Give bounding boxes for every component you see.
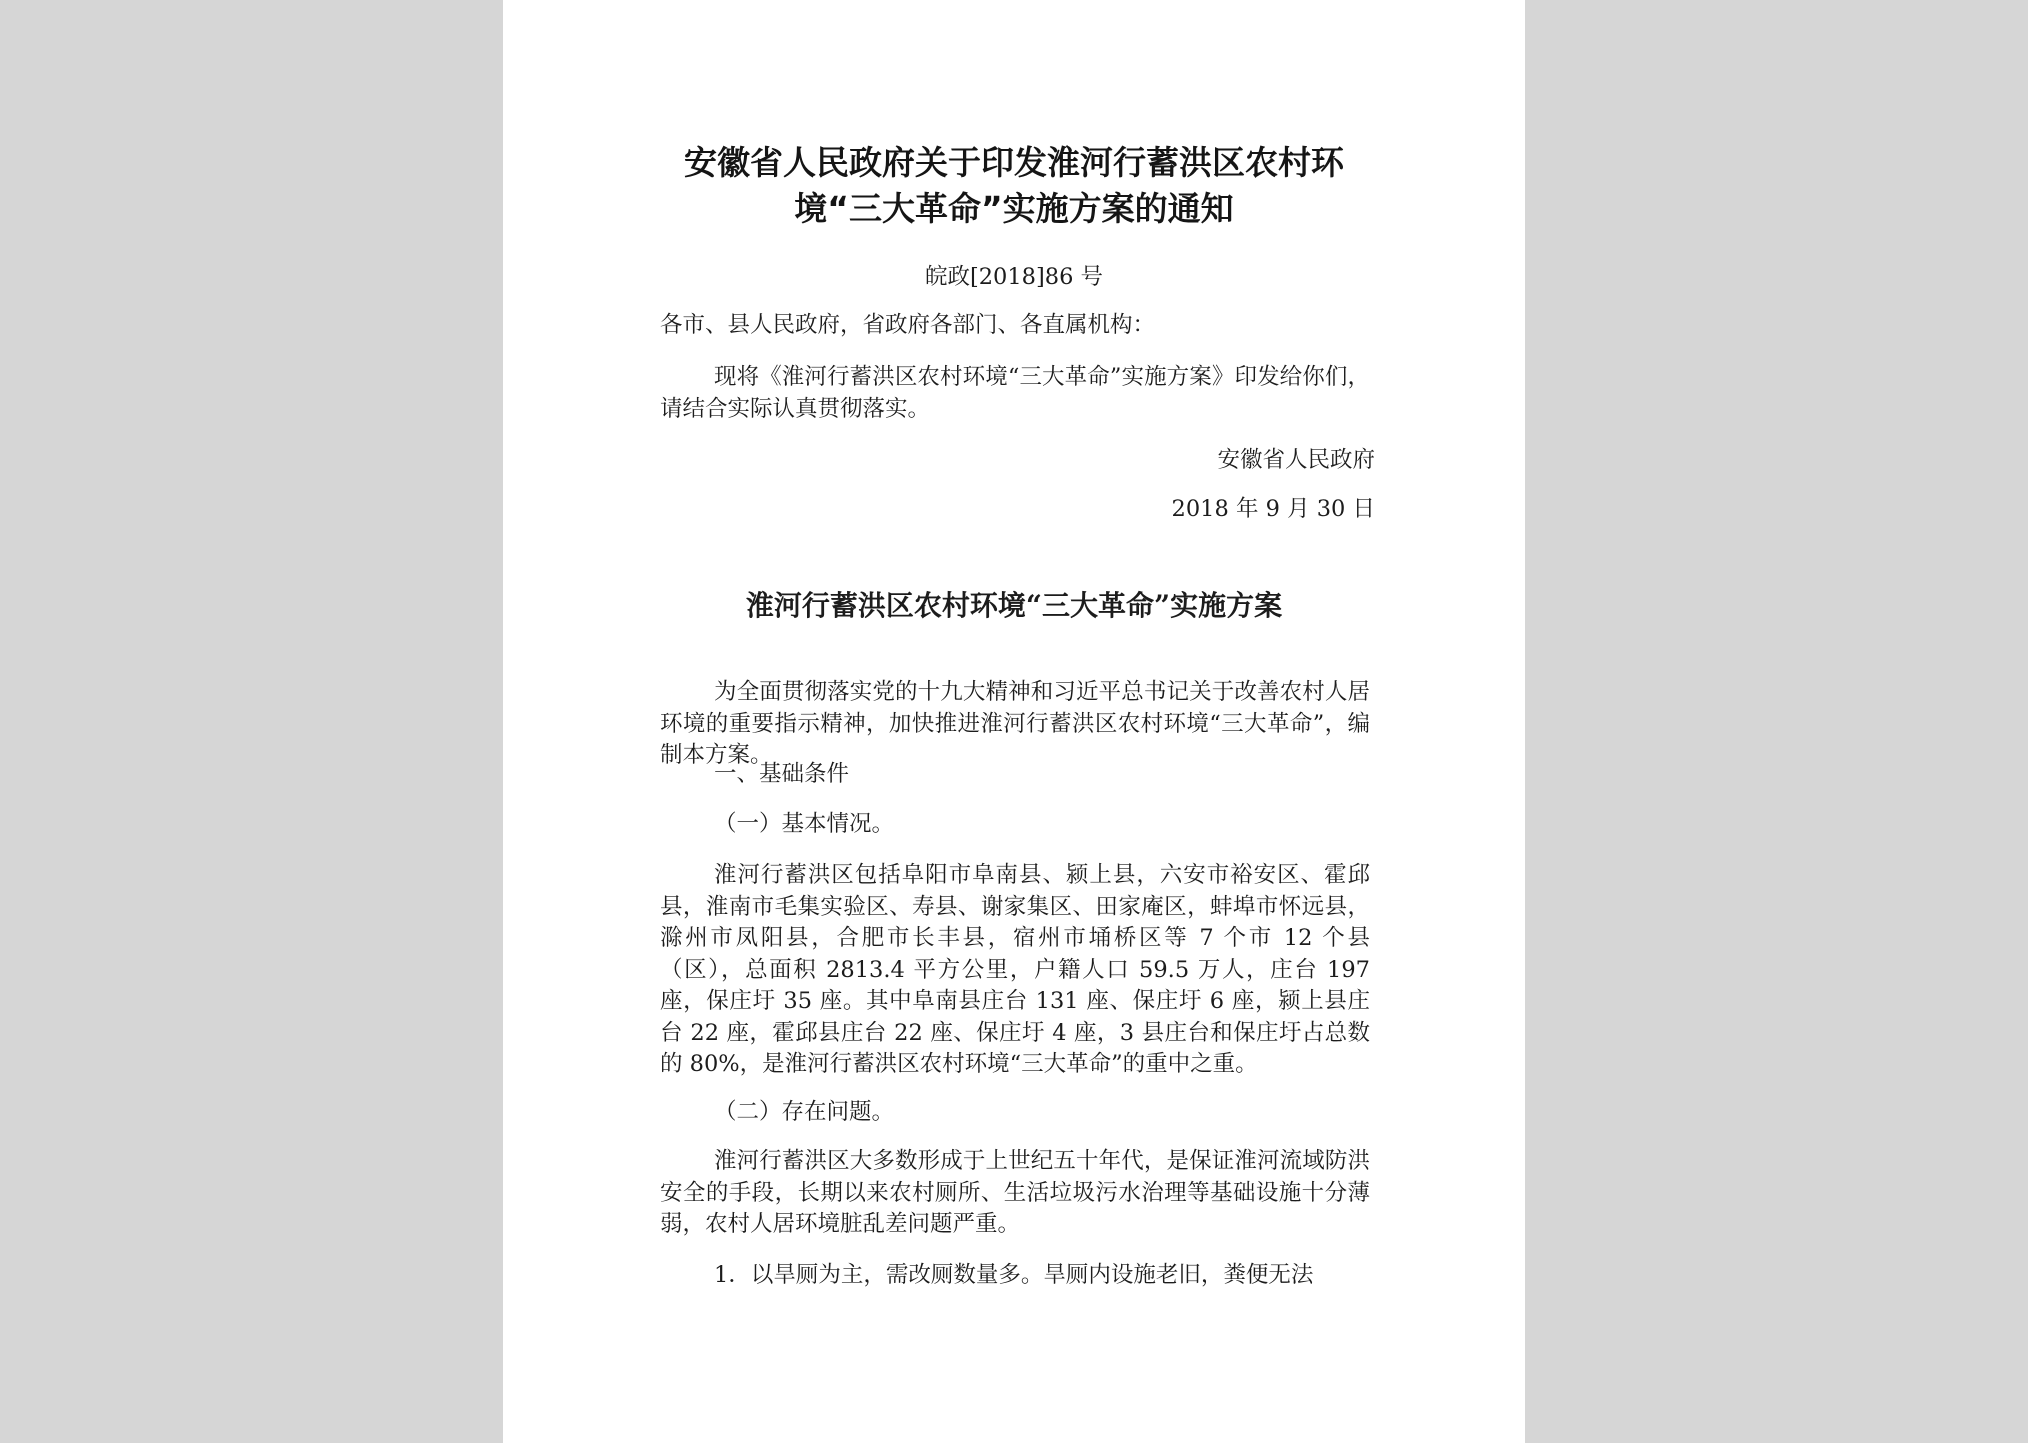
list-item-1: 1．以旱厕为主，需改厕数量多。旱厕内设施老旧，粪便无法 [714,1262,1314,1288]
issuer: 安徽省人民政府 [1217,447,1375,473]
notice-body: 现将《淮河行蓄洪区农村环境“三大革命”实施方案》印发给你们，请结合实际认真贯彻落实。 [660,364,1370,422]
subsection-2-body: 淮河行蓄洪区大多数形成于上世纪五十年代，是保证淮河流域防洪安全的手段，长期以来农村厕所、生活垃圾污水治理等基础设施十分薄弱，农村人居环境脏乱差问题严重。 [660,1148,1370,1237]
document-number: 皖政[2018]86 号 [924,264,1104,290]
section-1-heading: 一、基础条件 [714,761,850,787]
subsection-2-heading: （二）存在问题。 [714,1099,895,1125]
notice-title [503,140,1525,232]
plan-intro: 为全面贯彻落实党的十九大精神和习近平总书记关于改善农村人居环境的重要指示精神，加快推进淮河行蓄洪区农村环境“三大革命”，编制本方案。 [660,679,1370,768]
issue-date: 2018 年 9 月 30 日 [1171,496,1375,522]
recipients: 各市、县人民政府，省政府各部门、各直属机构： [660,312,1156,338]
document-page [503,0,1525,1443]
notice-title-line-1: 安徽省人民政府关于印发淮河行蓄洪区农村环 [684,143,1344,182]
notice-title-line-2: 境“三大革命”实施方案的通知 [794,189,1234,228]
subsection-1-body: 淮河行蓄洪区包括阜阳市阜南县、颍上县，六安市裕安区、霍邱县，淮南市毛集实验区、寿县、谢家集区、田家庵区，蚌埠市怀远县，滁州市凤阳县，合肥市长丰县，宿州市埇桥区等 7 个市 12 个县（区），总面积 2813.4 平方公里，户籍人口 59.5 万人，庄台 197 座，保庄圩 35 座。其中阜南县庄台 131 座、保庄圩 6 座，颍上县庄台 22 座，霍邱县庄台 22 座、保庄圩 4 座，3 县庄台和保庄圩占总数的 80%，是淮河行蓄洪区农村环境“三大革命”的重中之重。 [660,862,1370,1077]
plan-title: 淮河行蓄洪区农村环境“三大革命”实施方案 [745,589,1283,622]
subsection-1-heading: （一）基本情况。 [714,811,895,837]
